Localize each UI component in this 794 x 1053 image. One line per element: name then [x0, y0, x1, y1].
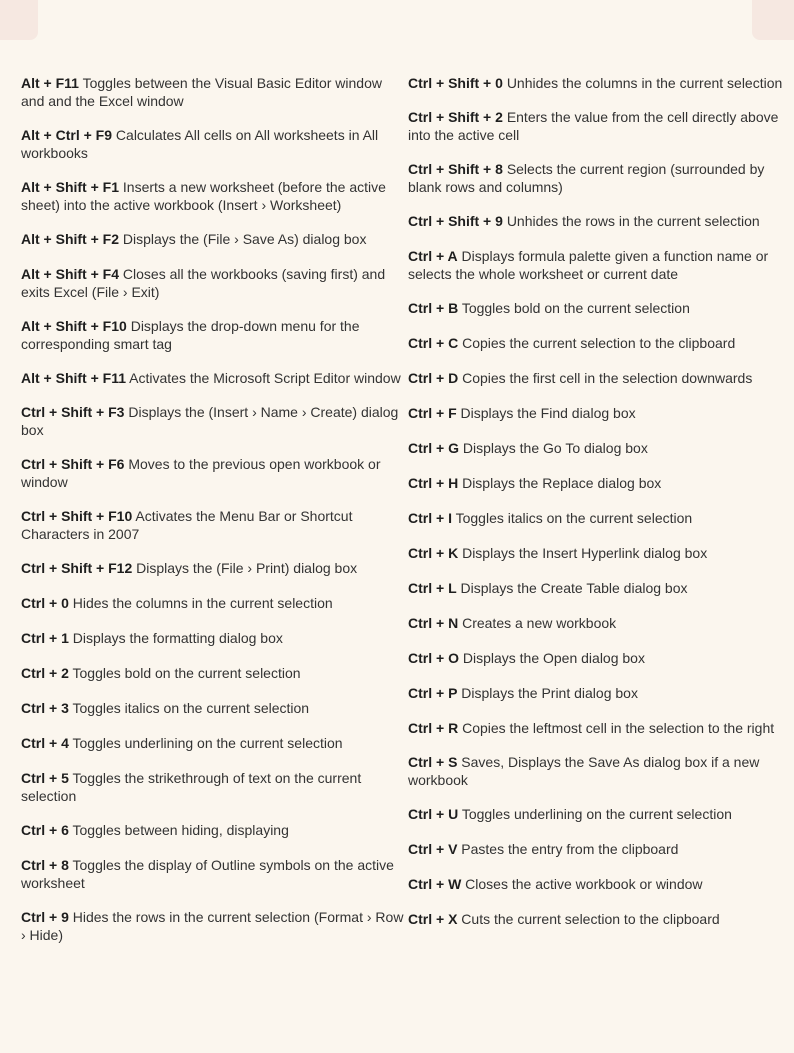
shortcut-entry [408, 212, 789, 230]
shortcut-description: Toggles between the Visual Basic Editor window and and the Excel window [21, 75, 382, 109]
shortcut-description: Displays the (Insert › Name › Create) dialog box [21, 404, 399, 438]
shortcut-description: Activates the Menu Bar or Shortcut Characters in 2007 [21, 508, 353, 542]
shortcut-entry [408, 439, 789, 457]
shortcut-entry [408, 108, 789, 144]
corner-decoration-right [752, 0, 794, 40]
shortcut-description: Cuts the current selection to the clipboard [461, 911, 720, 927]
shortcut-key: Ctrl + W [408, 876, 462, 892]
shortcut-key: Ctrl + H [408, 475, 459, 491]
shortcut-entry [408, 334, 789, 352]
shortcut-key: Ctrl + Shift + 8 [408, 161, 503, 177]
shortcut-entry [21, 230, 408, 248]
shortcut-description: Toggles between hiding, displaying [72, 822, 289, 838]
shortcut-entry [21, 699, 408, 717]
shortcut-key: Ctrl + Shift + 0 [408, 75, 503, 91]
shortcut-entry [408, 910, 789, 928]
shortcut-entry [408, 509, 789, 527]
shortcut-entry [408, 614, 789, 632]
shortcut-key: Ctrl + K [408, 545, 459, 561]
shortcut-key: Alt + Ctrl + F9 [21, 127, 113, 143]
shortcut-columns [21, 74, 789, 960]
shortcut-key: Ctrl + 0 [21, 595, 69, 611]
shortcut-description: Enters the value from the cell directly above into the active cell [408, 109, 779, 143]
shortcut-description: Displays the drop-down menu for the corresponding smart tag [21, 318, 360, 352]
shortcut-entry [408, 684, 789, 702]
shortcut-description: Toggles bold on the current selection [72, 665, 301, 681]
shortcut-entry [21, 369, 408, 387]
shortcut-key: Ctrl + P [408, 685, 458, 701]
shortcut-entry [21, 559, 408, 577]
shortcut-description: Toggles the display of Outline symbols on the active worksheet [21, 857, 394, 891]
shortcut-entry [21, 734, 408, 752]
shortcut-description: Copies the first cell in the selection downwards [462, 370, 753, 386]
shortcut-description: Closes all the workbooks (saving first) and exits Excel (File › Exit) [21, 266, 386, 300]
shortcut-key: Ctrl + F [408, 405, 457, 421]
shortcut-entry [408, 544, 789, 562]
shortcut-entry [21, 629, 408, 647]
shortcut-entry [21, 821, 408, 839]
shortcut-key: Ctrl + X [408, 911, 458, 927]
shortcut-description: Toggles the strikethrough of text on the current selection [21, 770, 362, 804]
shortcut-description: Selects the current region (surrounded by blank rows and columns) [408, 161, 765, 195]
shortcut-description: Displays the Print dialog box [461, 685, 638, 701]
shortcut-key: Ctrl + Shift + F12 [21, 560, 133, 576]
shortcut-description: Unhides the rows in the current selection [506, 213, 760, 229]
shortcut-key: Ctrl + N [408, 615, 459, 631]
shortcut-description: Activates the Microsoft Script Editor window [129, 370, 401, 386]
shortcut-description: Pastes the entry from the clipboard [461, 841, 679, 857]
shortcut-entry [21, 178, 408, 214]
shortcut-description: Closes the active workbook or window [465, 876, 703, 892]
shortcut-entry [21, 455, 408, 491]
shortcut-key: Alt + Shift + F4 [21, 266, 120, 282]
shortcut-description: Toggles underlining on the current selection [72, 735, 343, 751]
shortcut-description: Displays the Create Table dialog box [460, 580, 688, 596]
shortcut-key: Ctrl + Shift + F10 [21, 508, 133, 524]
shortcut-key: Ctrl + G [408, 440, 459, 456]
shortcut-entry [408, 474, 789, 492]
shortcut-entry [408, 649, 789, 667]
shortcut-entry [408, 719, 789, 737]
shortcut-entry [408, 875, 789, 893]
shortcut-key: Ctrl + 5 [21, 770, 69, 786]
shortcut-key: Ctrl + 9 [21, 909, 69, 925]
shortcut-key: Ctrl + S [408, 754, 458, 770]
shortcut-description: Displays the (File › Save As) dialog box [122, 231, 367, 247]
shortcut-entry [21, 769, 408, 805]
shortcut-key: Ctrl + Shift + F3 [21, 404, 125, 420]
shortcut-description: Copies the current selection to the clipboard [462, 335, 736, 351]
shortcut-entry [408, 805, 789, 823]
shortcut-description: Creates a new workbook [462, 615, 617, 631]
shortcut-key: Ctrl + 4 [21, 735, 69, 751]
shortcut-key: Ctrl + D [408, 370, 459, 386]
shortcut-key: Alt + Shift + F10 [21, 318, 127, 334]
shortcut-entry [408, 753, 789, 789]
shortcut-description: Inserts a new worksheet (before the active sheet) into the active workbook (Insert › Worksheet) [21, 179, 386, 213]
shortcut-description: Toggles italics on the current selection [455, 510, 693, 526]
shortcut-description: Toggles italics on the current selection [72, 700, 310, 716]
shortcut-entry [21, 594, 408, 612]
shortcut-key: Ctrl + V [408, 841, 458, 857]
shortcut-key: Ctrl + O [408, 650, 459, 666]
shortcut-key: Alt + F11 [21, 75, 79, 91]
shortcut-description: Displays formula palette given a function name or selects the whole worksheet or current date [408, 248, 769, 282]
shortcut-entry [21, 507, 408, 543]
shortcut-key: Ctrl + Shift + 9 [408, 213, 503, 229]
shortcut-key: Ctrl + R [408, 720, 459, 736]
shortcut-entry [21, 856, 408, 892]
shortcut-entry [21, 74, 408, 110]
shortcut-description: Toggles underlining on the current selection [461, 806, 732, 822]
shortcut-key: Ctrl + A [408, 248, 458, 264]
shortcut-description: Hides the rows in the current selection (Format › Row › Hide) [21, 909, 404, 943]
shortcut-key: Ctrl + B [408, 300, 459, 316]
shortcut-key: Ctrl + Shift + F6 [21, 456, 125, 472]
shortcut-description: Displays the Go To dialog box [462, 440, 648, 456]
shortcut-entry [21, 317, 408, 353]
shortcut-key: Alt + Shift + F1 [21, 179, 120, 195]
shortcut-key: Ctrl + 8 [21, 857, 69, 873]
shortcut-entry [408, 579, 789, 597]
shortcut-entry [21, 265, 408, 301]
shortcut-key: Ctrl + L [408, 580, 457, 596]
shortcut-key: Ctrl + I [408, 510, 452, 526]
shortcut-description: Calculates All cells on All worksheets in All workbooks [21, 127, 379, 161]
shortcut-description: Hides the columns in the current selection [72, 595, 333, 611]
shortcut-key: Ctrl + U [408, 806, 459, 822]
shortcut-description: Moves to the previous open workbook or window [21, 456, 381, 490]
shortcut-entry [21, 126, 408, 162]
shortcut-entry [21, 908, 408, 944]
shortcut-key: Alt + Shift + F2 [21, 231, 120, 247]
right-column [408, 74, 789, 960]
shortcut-entry [408, 299, 789, 317]
shortcut-key: Ctrl + Shift + 2 [408, 109, 503, 125]
shortcut-key: Ctrl + 3 [21, 700, 69, 716]
shortcut-key: Ctrl + 1 [21, 630, 69, 646]
shortcut-entry [408, 404, 789, 422]
shortcut-description: Displays the formatting dialog box [72, 630, 283, 646]
corner-decoration-left [0, 0, 38, 40]
shortcut-description: Unhides the columns in the current selection [506, 75, 783, 91]
shortcut-entry [21, 403, 408, 439]
shortcut-key: Ctrl + C [408, 335, 459, 351]
shortcut-description: Displays the Find dialog box [460, 405, 636, 421]
shortcut-description: Displays the Insert Hyperlink dialog box [462, 545, 708, 561]
shortcut-entry [408, 160, 789, 196]
shortcut-entry [408, 369, 789, 387]
shortcut-entry [408, 840, 789, 858]
shortcut-entry [408, 74, 789, 92]
shortcut-description: Saves, Displays the Save As dialog box if a new workbook [408, 754, 760, 788]
shortcut-description: Displays the Open dialog box [462, 650, 645, 666]
shortcut-description: Displays the Replace dialog box [462, 475, 662, 491]
shortcut-key: Alt + Shift + F11 [21, 370, 127, 386]
left-column [21, 74, 408, 960]
shortcut-key: Ctrl + 2 [21, 665, 69, 681]
shortcut-entry [21, 664, 408, 682]
shortcut-description: Displays the (File › Print) dialog box [136, 560, 358, 576]
shortcut-entry [408, 247, 789, 283]
shortcut-description: Toggles bold on the current selection [461, 300, 690, 316]
shortcut-key: Ctrl + 6 [21, 822, 69, 838]
shortcut-description: Copies the leftmost cell in the selection to the right [462, 720, 775, 736]
